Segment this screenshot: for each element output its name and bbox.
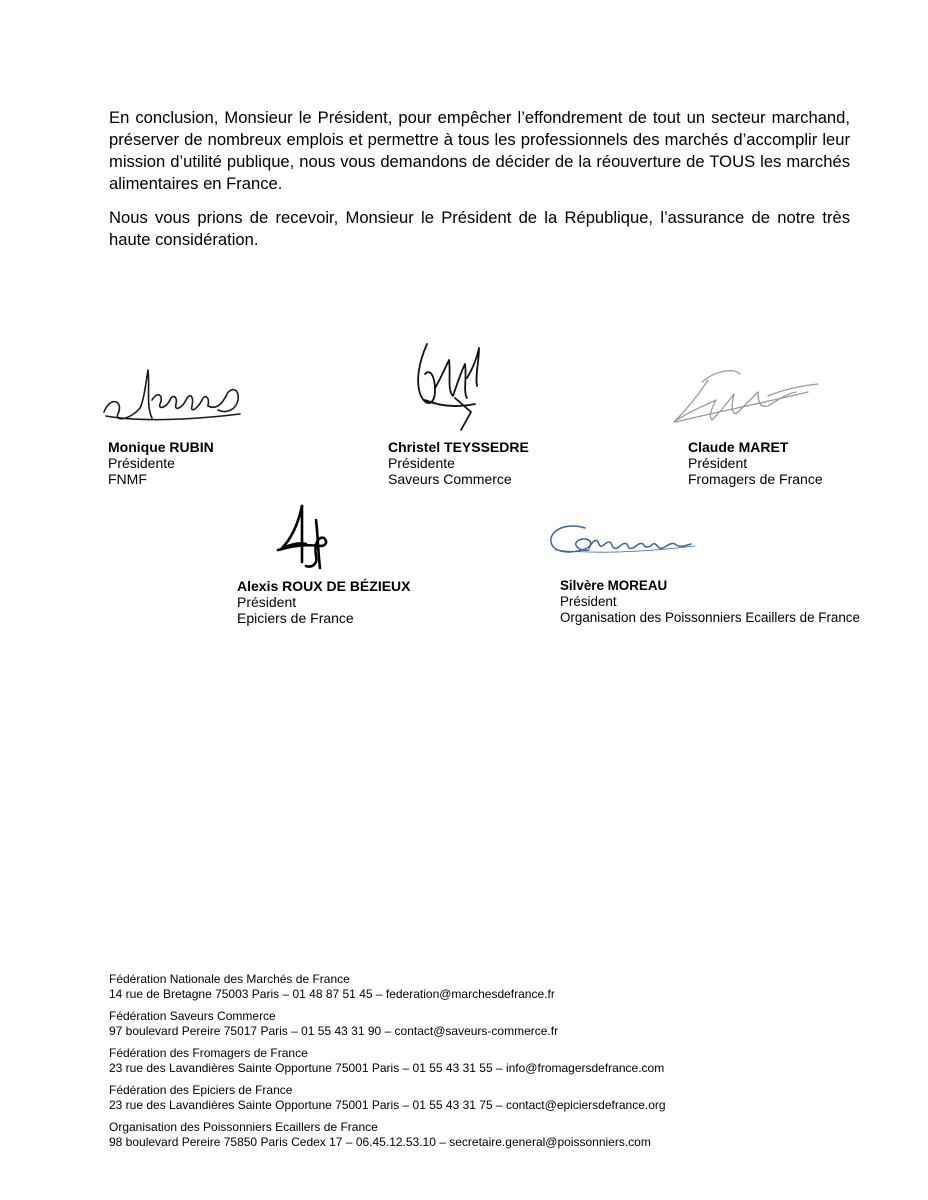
- signatory-name: Monique RUBIN: [108, 439, 214, 455]
- footer-entry-fromagers: [109, 1046, 869, 1076]
- signature-alexis-roux-de-bezieux: [272, 500, 342, 575]
- footer-org-name: Fédération des Fromagers de France: [109, 1046, 308, 1060]
- signatory-name: Silvère MOREAU: [560, 578, 668, 593]
- footer-contacts: [109, 972, 869, 1157]
- signatory-name: Christel TEYSSEDRE: [388, 439, 529, 455]
- footer-address: 23 rue des Lavandières Sainte Opportune 75001 Paris – 01 55 43 31 55 – info@fromagersdefrance.com: [109, 1061, 665, 1075]
- signatory-organization: Fromagers de France: [688, 471, 823, 487]
- signatory-title: Président: [560, 594, 617, 609]
- closing-paragraph: Nous vous prions de recevoir, Monsieur le Président de la République, l’assurance de notre très haute considération.: [109, 208, 850, 249]
- signature-monique-rubin: [100, 360, 250, 430]
- signatory-title: Présidente: [108, 455, 175, 471]
- signature-claude-maret: [668, 362, 828, 432]
- signatory-organization: FNMF: [108, 471, 147, 487]
- signatory-title: Président: [237, 594, 297, 610]
- footer-entry-fnmf: [109, 972, 869, 1002]
- signatory-alexis-roux-de-bezieux: [237, 578, 411, 626]
- conclusion-paragraph: En conclusion, Monsieur le Président, pour empêcher l’effondrement de tout un secteur marchand, préserver de nombreux emplois et permettre à tous les professionnels des marchés d’accomplir leur mission d’utilité publique, nous vous demandons de décider de la réouverture de TOUS les marchés alimentaires en France.: [109, 108, 850, 193]
- footer-entry-poissonniers: [109, 1120, 869, 1150]
- signatory-name: Alexis ROUX DE BÉZIEUX: [237, 578, 411, 594]
- signatory-silvere-moreau: [560, 578, 860, 626]
- signatory-organization: Saveurs Commerce: [388, 471, 512, 487]
- signatory-title: Président: [688, 455, 748, 471]
- signatory-claude-maret: [688, 439, 823, 487]
- footer-address: 14 rue de Bretagne 75003 Paris – 01 48 87 51 45 – federation@marchesdefrance.fr: [109, 987, 555, 1001]
- signature-silvere-moreau: [545, 520, 705, 564]
- footer-address: 97 boulevard Pereire 75017 Paris – 01 55 43 31 90 – contact@saveurs-commerce.fr: [109, 1024, 559, 1038]
- footer-org-name: Fédération des Epiciers de France: [109, 1083, 293, 1097]
- signatory-christel-teyssedre: [388, 439, 529, 487]
- signatory-name: Claude MARET: [688, 439, 789, 455]
- footer-org-name: Fédération Saveurs Commerce: [109, 1009, 276, 1023]
- signatory-organization: Organisation des Poissonniers Ecaillers de France: [560, 610, 860, 625]
- footer-address: 98 boulevard Pereire 75850 Paris Cedex 17 – 06.45.12.53.10 – secretaire.general@poissonniers.com: [109, 1135, 651, 1149]
- signatory-organization: Epiciers de France: [237, 610, 354, 626]
- footer-address: 23 rue des Lavandières Sainte Opportune 75001 Paris – 01 55 43 31 75 – contact@epiciersdefrance.org: [109, 1098, 666, 1112]
- signatory-title: Présidente: [388, 455, 455, 471]
- footer-org-name: Organisation des Poissonniers Ecaillers de France: [109, 1120, 378, 1134]
- footer-org-name: Fédération Nationale des Marchés de France: [109, 972, 350, 986]
- footer-entry-saveurs-commerce: [109, 1009, 869, 1039]
- signatory-monique-rubin: [108, 439, 214, 487]
- footer-entry-epiciers: [109, 1083, 869, 1113]
- signature-christel-teyssedre: [405, 338, 495, 434]
